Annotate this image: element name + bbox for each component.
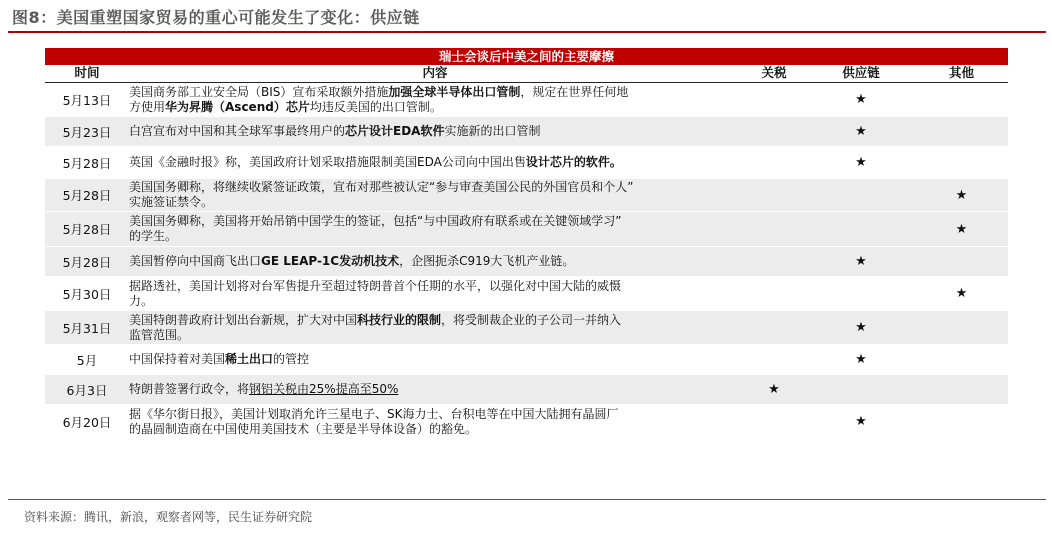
row-content [129, 313, 741, 343]
supply-chain-mark-star-icon: ★ [855, 124, 867, 139]
row-content [129, 180, 741, 210]
content-emphasis: 华为昇腾（Ascend）芯片 [165, 99, 310, 114]
content-text: 美国商务部工业安全局（BIS）宣布采取额外措施 [129, 84, 389, 99]
content-text: 美国暂停向中国商飞出口 [129, 254, 262, 268]
row-content [129, 254, 741, 269]
content-text: ，企图扼杀C919大飞机产业链。 [399, 254, 575, 268]
supply-chain-mark-star-icon: ★ [855, 92, 867, 107]
title-rule [8, 31, 1046, 33]
row-supply-cell [807, 155, 915, 170]
row-date: 5月31日 [62, 320, 112, 336]
content-text: 特朗普签署行政令，将 [129, 382, 250, 396]
row-supply-cell [807, 352, 915, 367]
content-text: 美国特朗普政府计划出台新规，扩大对中国 [129, 312, 358, 327]
row-date: 5月28日 [62, 188, 112, 203]
row-content [129, 382, 741, 397]
row-date: 5月 [76, 352, 98, 368]
content-text: 中国保持着对美国 [129, 352, 226, 366]
row-date: 5月28日 [62, 222, 112, 237]
row-tariff-cell [741, 382, 807, 397]
content-text: 均违反美国的出口管制。 [309, 99, 442, 114]
supply-chain-mark-star-icon: ★ [855, 352, 867, 367]
content-emphasis: 科技行业的限制 [357, 312, 442, 327]
header-content: 内容 [422, 65, 448, 80]
content-text: 据《华尔街日报》，美国计划取消允许三星电子、SK海力士、台积电等在中国大陆拥有晶圆厂 的晶圆制造商在中国使用美国技术（主要是半导体设备）的豁免。 [129, 406, 619, 436]
content-emphasis: GE LEAP-1C发动机技术 [261, 254, 400, 268]
row-content [129, 85, 741, 115]
row-other-cell [915, 286, 1008, 301]
table-row [45, 405, 1008, 439]
table-row [45, 212, 1008, 247]
row-content [129, 155, 741, 170]
content-text: 的管控 [273, 352, 310, 366]
table-row [45, 277, 1008, 311]
row-date: 5月28日 [62, 254, 112, 270]
row-supply-cell [807, 124, 915, 139]
row-date: 5月23日 [62, 124, 112, 140]
row-content [129, 214, 741, 244]
supply-chain-mark-star-icon: ★ [855, 414, 867, 429]
row-date: 6月20日 [62, 414, 112, 430]
content-text: 实施新的出口管制 [444, 124, 541, 138]
row-content [129, 407, 741, 437]
table-row [45, 179, 1008, 212]
bottom-rule [8, 499, 1046, 500]
other-mark-star-icon: ★ [955, 286, 968, 301]
row-content [129, 124, 741, 139]
content-text: 美国国务卿称，将继续收紧签证政策，宣布对那些被认定“参与审查美国公民的外国官员和个人” 实施签证禁令。 [129, 180, 634, 209]
content-text: 据路透社，美国计划将对台军售提升至超过特朗普首个任期的水平，以强化对中国大陆的威慑 力。 [129, 278, 622, 308]
content-text: 白宫宣布对中国和其全球军事最终用户的 [129, 124, 346, 138]
content-emphasis: 设计芯片的软件。 [525, 155, 622, 169]
content-text: 美国国务卿称，美国将开始吊销中国学生的签证，包括“与中国政府有联系或在关键领域学习” 的学生。 [129, 214, 622, 243]
row-supply-cell [807, 320, 915, 335]
other-mark-star-icon: ★ [955, 187, 968, 203]
other-mark-star-icon: ★ [955, 221, 968, 237]
row-supply-cell [807, 414, 915, 429]
supply-chain-mark-star-icon: ★ [855, 155, 867, 170]
content-text: ，将受制裁企业的子公司一并纳入 监管范围。 [129, 312, 622, 342]
content-text: 钢铝关税由25%提高至50% [249, 382, 399, 396]
table-header [45, 65, 1008, 83]
row-date: 5月28日 [62, 155, 112, 171]
table-row [45, 311, 1008, 345]
table-row [45, 83, 1008, 117]
row-other-cell [915, 188, 1008, 203]
tariff-mark-star-icon: ★ [768, 382, 780, 397]
header-tariff: 关税 [761, 65, 787, 80]
row-date: 6月3日 [66, 382, 108, 398]
table-row [45, 117, 1008, 147]
row-supply-cell [807, 92, 915, 107]
row-date: 5月13日 [62, 92, 112, 108]
table-banner: 瑞士会谈后中美之间的主要摩擦 [45, 48, 1008, 65]
content-emphasis: 芯片设计EDA软件 [345, 124, 445, 138]
supply-chain-mark-star-icon: ★ [855, 320, 867, 335]
table-row [45, 345, 1008, 375]
content-emphasis: 稀土出口 [225, 352, 274, 366]
content-text: ，规定在世界任何地 方使用 [129, 84, 629, 114]
row-content [129, 279, 741, 309]
table-row [45, 375, 1008, 405]
figure-title: 图8：美国重塑国家贸易的重心可能发生了变化：供应链 [12, 8, 420, 27]
friction-table [45, 48, 1008, 439]
header-date: 时间 [74, 65, 100, 80]
row-date: 5月30日 [62, 286, 112, 302]
table-row [45, 247, 1008, 277]
row-other-cell [915, 222, 1008, 237]
content-emphasis: 加强全球半导体出口管制 [388, 84, 521, 99]
table-body [45, 83, 1008, 439]
row-supply-cell [807, 254, 915, 269]
header-supply-chain: 供应链 [842, 65, 880, 80]
table-row [45, 147, 1008, 179]
source-note: 资料来源：腾讯，新浪，观察者网等，民生证券研究院 [24, 510, 313, 524]
content-text: 英国《金融时报》称，美国政府计划采取措施限制美国EDA公司向中国出售 [129, 155, 526, 169]
supply-chain-mark-star-icon: ★ [855, 254, 867, 269]
row-content [129, 352, 741, 367]
header-other: 其他 [948, 65, 974, 80]
